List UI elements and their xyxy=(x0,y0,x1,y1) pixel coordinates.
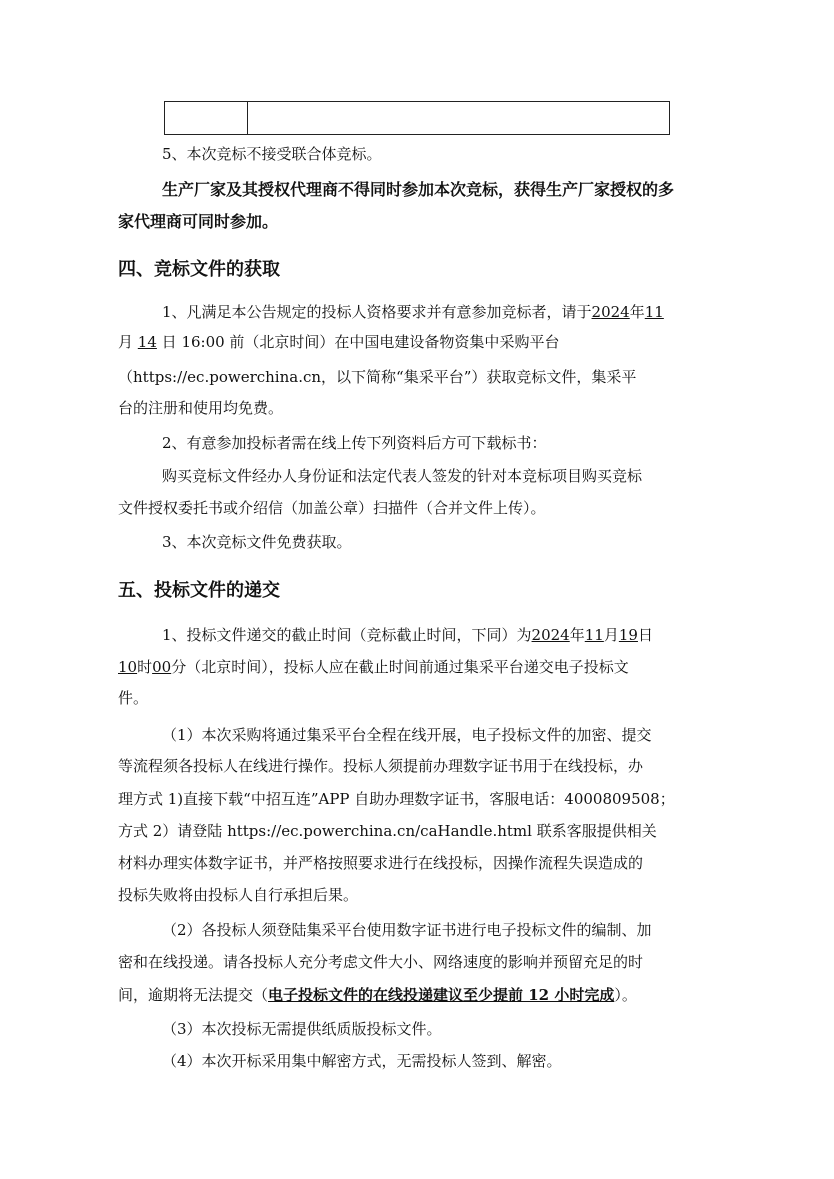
month-unit: 月 xyxy=(118,333,134,351)
submit-minute: 00 xyxy=(152,658,172,676)
item-5: 5、本次竞标不接受联合体竞标。 xyxy=(162,145,382,163)
year-unit: 年 xyxy=(569,626,585,644)
submit-year: 2024 xyxy=(531,626,570,644)
deadline-month: 11 xyxy=(644,303,664,321)
sec5-p1-line3: 件。 xyxy=(118,689,149,707)
submit-hour: 10 xyxy=(118,658,138,676)
submit-month: 11 xyxy=(584,626,604,644)
sub2-text: 间，逾期将无法提交（ xyxy=(118,986,269,1004)
deadline-day: 14 xyxy=(137,333,157,351)
table-cell xyxy=(165,102,248,135)
notice-line-1: 生产厂家及其授权代理商不得同时参加本次竞标，获得生产厂家授权的多 xyxy=(162,180,675,199)
deadline-year: 2024 xyxy=(591,303,630,321)
sec4-p2b-line1: 购买竞标文件经办人身份证和法定代表人签发的针对本竞标项目购买竞标 xyxy=(162,467,643,485)
sub1-line5: 材料办理实体数字证书，并严格按照要求进行在线投标，因操作流程失误造成的 xyxy=(118,854,644,872)
hour-unit: 时 xyxy=(137,658,153,676)
submit-day: 19 xyxy=(618,626,638,644)
sub2-line2: 密和在线投递。请各投标人充分考虑文件大小、网络速度的影响并预留充足的时 xyxy=(118,953,644,971)
notice-line-2: 家代理商可同时参加。 xyxy=(118,212,279,231)
sub3: （3）本次投标无需提供纸质版投标文件。 xyxy=(162,1020,442,1038)
sub1-line6: 投标失败将由投标人自行承担后果。 xyxy=(118,886,359,904)
section-5-title: 五、投标文件的递交 xyxy=(118,580,280,601)
sec4-p1-text: 1、凡满足本公告规定的投标人资格要求并有意参加竞标者，请于 xyxy=(162,303,592,321)
sec4-p2b-line2: 文件授权委托书或介绍信（加盖公章）扫描件（合并文件上传）。 xyxy=(118,499,546,517)
sec4-p1-text2: 日 16:00 前（北京时间）在中国电建设备物资集中采购平台 xyxy=(161,333,560,351)
sec4-p1-line2 xyxy=(118,331,559,353)
sec5-p1-text: 1、投标文件递交的截止时间（竞标截止时间，下同）为 xyxy=(162,626,532,644)
section-4-title: 四、竞标文件的获取 xyxy=(118,259,280,280)
sec5-p1-line1 xyxy=(162,624,653,646)
sub1-line4: 方式 2）请登陆 https://ec.powerchina.cn/caHandle.html 联系客服提供相关 xyxy=(118,822,657,840)
month-unit: 月 xyxy=(603,626,619,644)
sub2-emphasis: 电子投标文件的在线投递建议至少提前 12 小时完成 xyxy=(268,986,615,1004)
sub2-line1: （2）各投标人须登陆集采平台使用数字证书进行电子投标文件的编制、加 xyxy=(162,921,652,939)
table-cell xyxy=(248,102,670,135)
sec4-p3: 3、本次竞标文件免费获取。 xyxy=(162,533,352,551)
sub2-close: ）。 xyxy=(614,986,637,1004)
sec4-p1-line3: （https://ec.powerchina.cn，以下简称“集采平台”）获取竞标文件，集采平 xyxy=(118,368,637,386)
sec5-p1-line2 xyxy=(118,656,629,678)
table-fragment xyxy=(164,101,670,135)
sub1-line1: （1）本次采购将通过集采平台全程在线开展，电子投标文件的加密、提交 xyxy=(162,726,652,744)
sec4-p2: 2、有意参加投标者需在线上传下列资料后方可下载标书： xyxy=(162,434,547,452)
sub2-line3 xyxy=(118,984,637,1006)
sec4-p1-line4: 台的注册和使用均免费。 xyxy=(118,399,284,417)
year-unit: 年 xyxy=(629,303,645,321)
day-unit: 日 xyxy=(637,626,653,644)
sub1-line3: 理方式 1)直接下载“中招互连”APP 自助办理数字证书，客服电话：4000809508； xyxy=(118,790,675,808)
sec5-p1-rest: 分（北京时间），投标人应在截止时间前通过集采平台递交电子投标文 xyxy=(171,658,629,676)
sub4: （4）本次开标采用集中解密方式，无需投标人签到、解密。 xyxy=(162,1052,562,1070)
sec4-p1-line1 xyxy=(162,301,664,323)
sub1-line2: 等流程须各投标人在线进行操作。投标人须提前办理数字证书用于在线投标，办 xyxy=(118,757,644,775)
